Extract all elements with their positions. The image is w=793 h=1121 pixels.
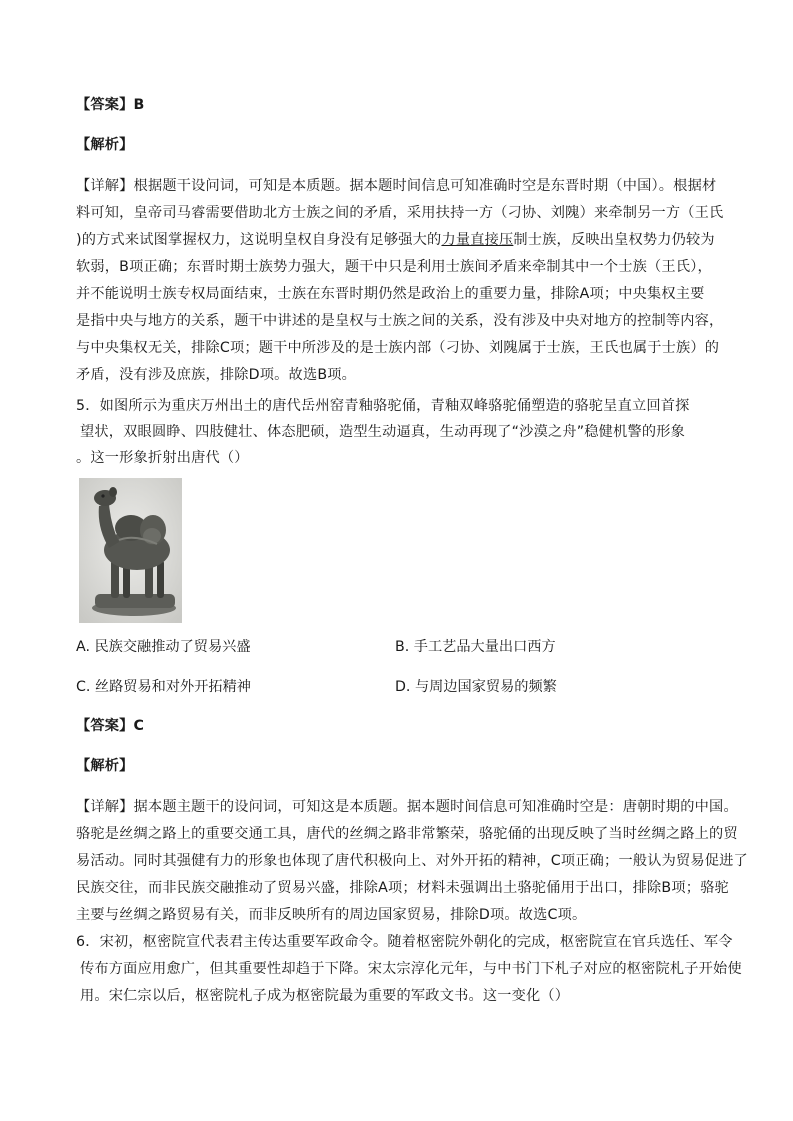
- detail-line: 与中央集权无关，排除C项；题干中所涉及的是士族内部（刁协、刘隗属于士族，王氏也属于士族）的: [76, 340, 720, 356]
- detail-line: [76, 230, 715, 250]
- answer-label: 【答案】C: [76, 718, 145, 734]
- detail-line: 软弱，B项正确；东晋时期士族势力强大，题干中只是利用士族间矛盾来牵制其中一个士族（王氏），: [76, 259, 712, 275]
- detail-line: 民族交往，而非民族交融推动了贸易兴盛，排除A项；材料未强调出土骆驼俑用于出口，排除B项；骆驼: [76, 880, 729, 896]
- camel-figurine-photo: [79, 478, 182, 623]
- question-stem: 用。宋仁宗以后，枢密院札子成为枢密院最为重要的军政文书。这一变化（）: [80, 988, 570, 1004]
- question-stem: 6．宋初，枢密院宣代表君主传达重要军政命令。随着枢密院外朝化的完成，枢密院宣在官兵选任、军令: [76, 934, 733, 950]
- detail-line: 并不能说明士族专权局面结束，士族在东晋时期仍然是政治上的重要力量，排除A项；中央集权主要: [76, 286, 705, 302]
- camel-figurine-image: [79, 478, 182, 623]
- question-stem: 。这一形象折射出唐代（）: [76, 450, 249, 466]
- option-d: D. 与周边国家贸易的频繁: [395, 679, 557, 695]
- question-stem: 5．如图所示为重庆万州出土的唐代岳州窑青釉骆驼俑，青釉双峰骆驼俑塑造的骆驼呈直立回首探: [76, 398, 690, 414]
- detail-line: 矛盾，没有涉及庶族，排除D项。故选B项。: [76, 367, 357, 383]
- question-stem: 传布方面应用愈广，但其重要性却趋于下降。宋太宗淳化元年，与中书门下札子对应的枢密院札子开始使: [80, 961, 742, 977]
- detail-line-head: )的方式来试图掌握权力，这说明皇权自身没有足够强大的: [76, 232, 442, 248]
- answer-label: 【答案】B: [76, 97, 145, 113]
- option-b: B. 手工艺品大量出口西方: [395, 639, 556, 655]
- detail-line-tail: 制士族，反映出皇权势力仍较为: [513, 232, 715, 248]
- detail-line: 主要与丝绸之路贸易有关，而非反映所有的周边国家贸易，排除D项。故选C项。: [76, 907, 587, 923]
- underlined-phrase: 力量直接压: [441, 232, 514, 248]
- detail-line: 是指中央与地方的关系，题干中讲述的是皇权与士族之间的关系，没有涉及中央对地方的控制等内容，: [76, 313, 724, 329]
- detail-line: 【详解】据本题主题干的设问词，可知这是本质题。据本题时间信息可知准确时空是：唐朝时期的中国。: [76, 799, 738, 815]
- detail-line: 骆驼是丝绸之路上的重要交通工具，唐代的丝绸之路非常繁荣，骆驼俑的出现反映了当时丝绸之路上的贸: [76, 826, 738, 842]
- option-a: A. 民族交融推动了贸易兴盛: [76, 639, 251, 655]
- detail-line: 料可知，皇帝司马睿需要借助北方士族之间的矛盾，采用扶持一方（刁协、刘隗）来牵制另一方（王氏: [76, 205, 724, 221]
- detail-line: 【详解】根据题干设问词，可知是本质题。据本题时间信息可知准确时空是东晋时期（中国）。根据材: [76, 178, 717, 194]
- analysis-label: 【解析】: [76, 137, 134, 153]
- question-stem: 望状，双眼圆睁、四肢健壮、体态肥硕，造型生动逼真，生动再现了“沙漠之舟”稳健机警的形象: [80, 424, 685, 440]
- option-c: C. 丝路贸易和对外开拓精神: [76, 679, 251, 695]
- detail-line: 易活动。同时其强健有力的形象也体现了唐代积极向上、对外开拓的精神，C项正确；一般认为贸易促进了: [76, 853, 748, 869]
- analysis-label: 【解析】: [76, 758, 134, 774]
